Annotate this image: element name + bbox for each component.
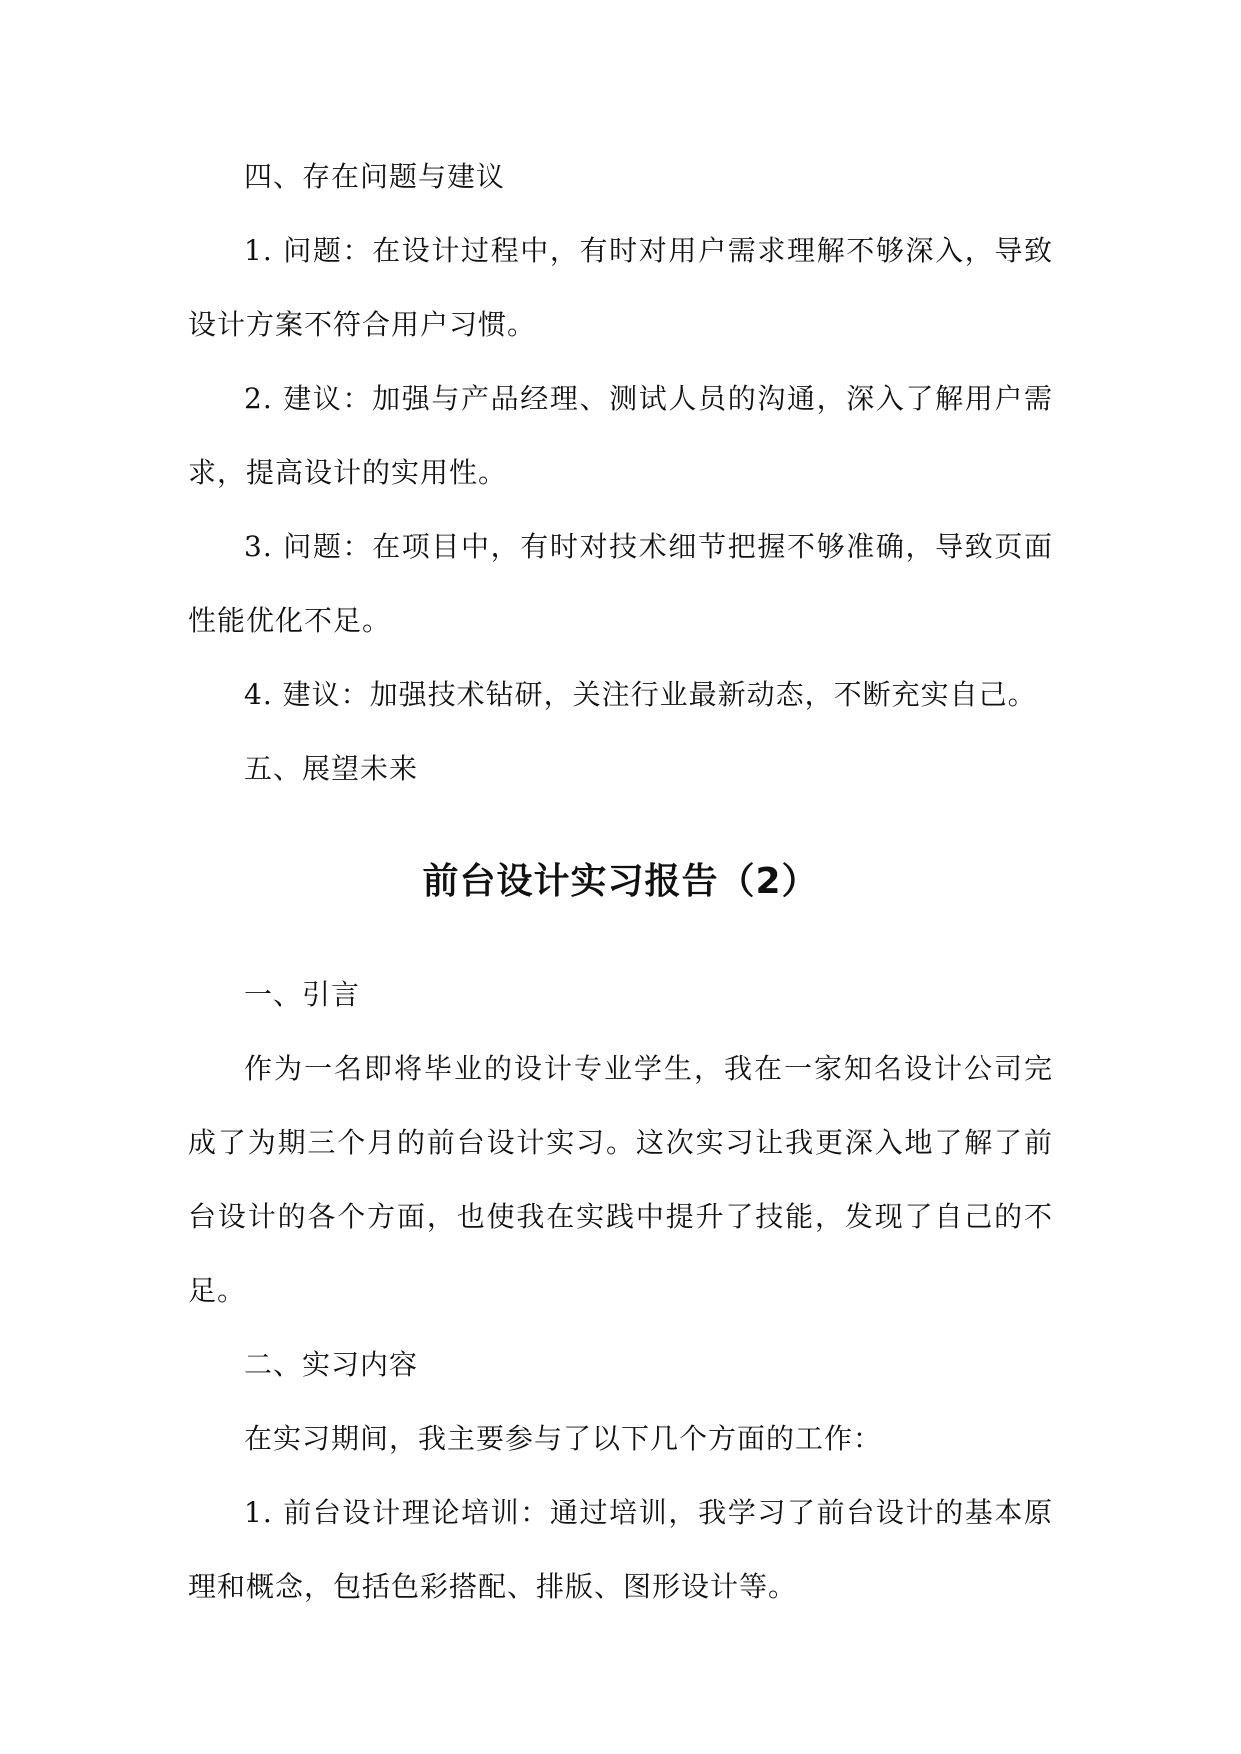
list-item-problem-3: 3. 问题：在项目中，有时对技术细节把握不够准确，导致页面性能优化不足。 [188,530,1053,637]
list-item-suggestion-2: 2. 建议：加强与产品经理、测试人员的沟通，深入了解用户需求，提高设计的实用性。 [188,382,1053,489]
heading-outlook: 五、展望未来 [244,752,419,785]
list-item-suggestion-4: 4. 建议：加强技术钻研，关注行业最新动态，不断充实自己。 [244,678,1037,711]
content-lead-paragraph: 在实习期间，我主要参与了以下几个方面的工作： [244,1422,883,1455]
heading-introduction: 一、引言 [244,978,361,1011]
document-body [188,140,1053,1624]
report-title: 前台设计实习报告（2） [422,861,819,902]
list-item-theory-training: 1. 前台设计理论培训：通过培训，我学习了前台设计的基本原理和概念，包括色彩搭配、排版、图形设计等。 [188,1496,1053,1603]
heading-internship-content: 二、实习内容 [244,1348,419,1381]
list-item-problem-1: 1. 问题：在设计过程中，有时对用户需求理解不够深入，导致设计方案不符合用户习惯。 [188,234,1053,341]
intro-paragraph: 作为一名即将毕业的设计专业学生，我在一家知名设计公司完成了为期三个月的前台设计实习。这次实习让我更深入地了解了前台设计的各个方面，也使我在实践中提升了技能，发现了自己的不足。 [188,1052,1053,1307]
heading-problems-suggestions: 四、存在问题与建议 [244,160,506,193]
